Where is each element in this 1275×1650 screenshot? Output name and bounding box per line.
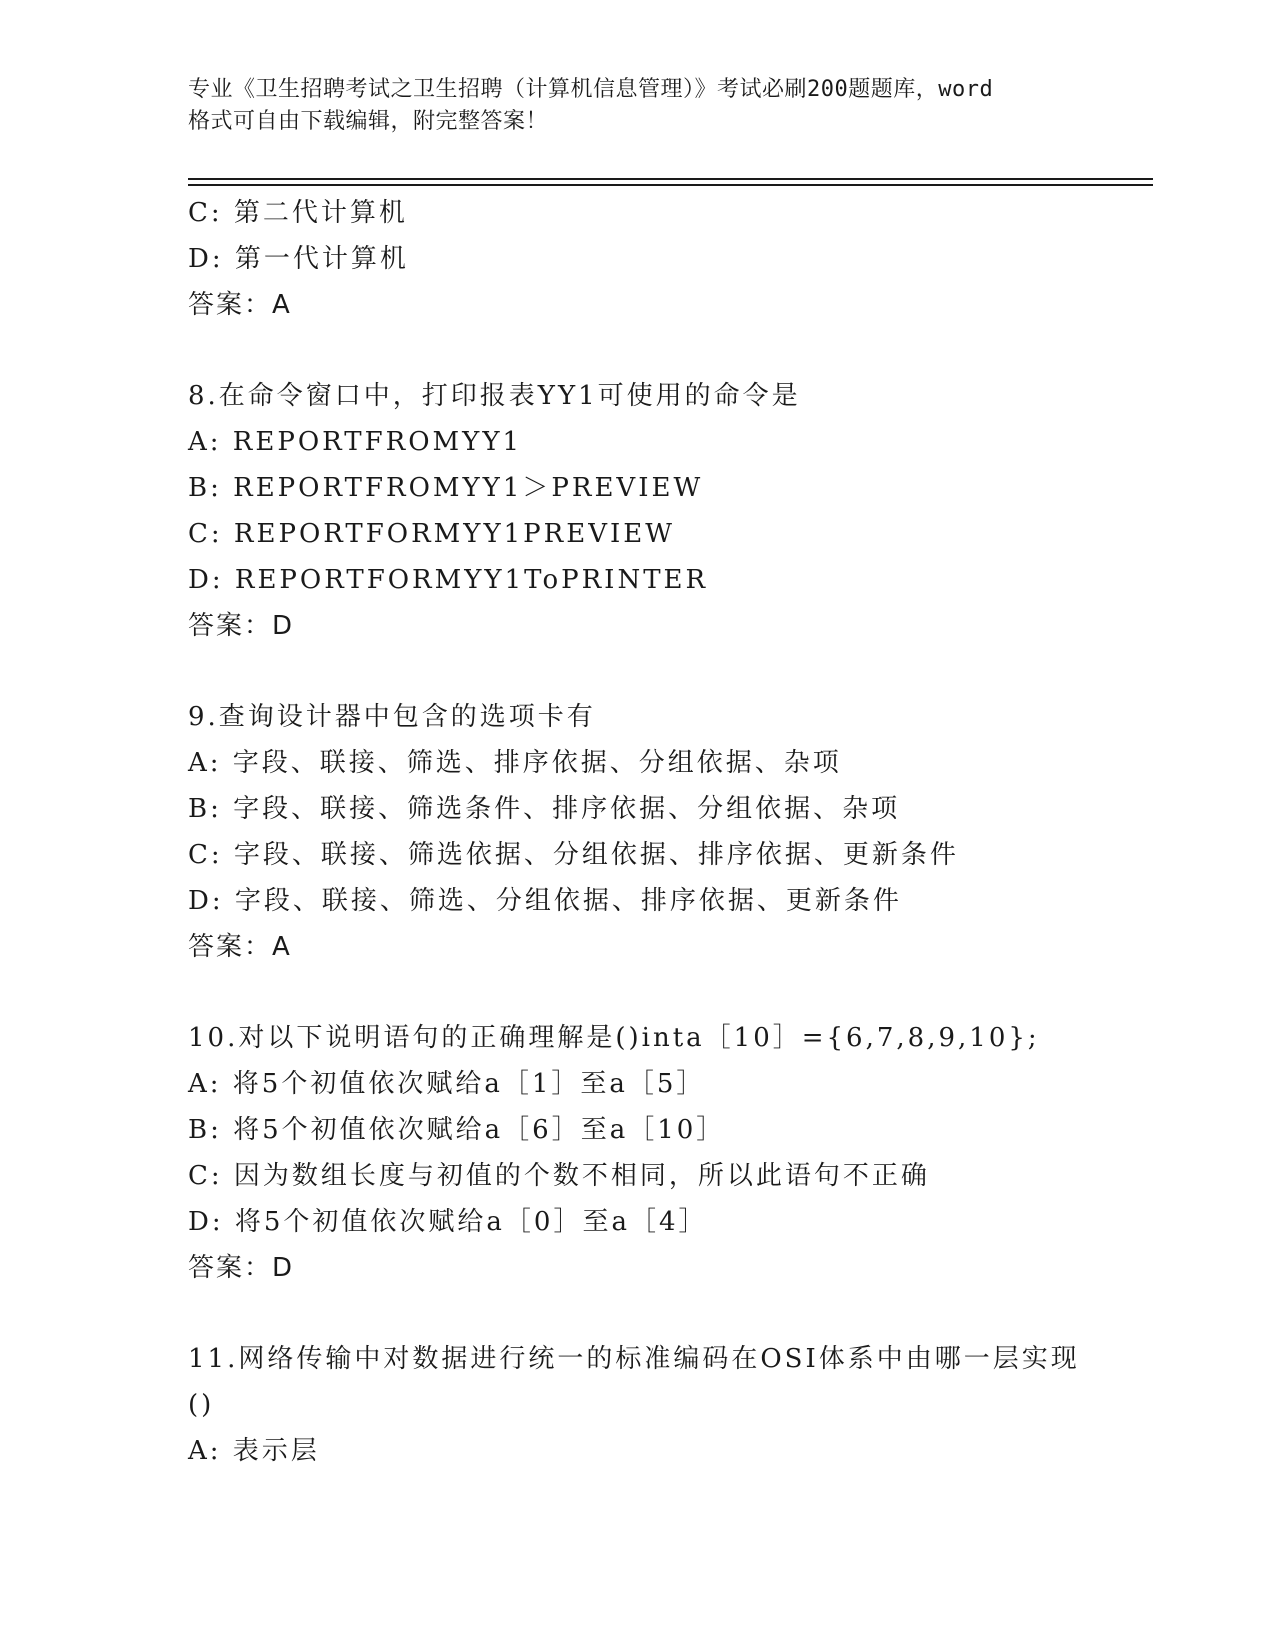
answer-option: D: REPORTFORMYY1ToPRINTER xyxy=(188,565,709,595)
question-block xyxy=(188,1336,1148,1474)
answer-option: A: 将5个初值依次赋给a［1］至a［5］ xyxy=(188,1069,706,1099)
block-spacer xyxy=(188,649,1148,694)
correct-answer: 答案：A xyxy=(188,932,292,962)
document-header xyxy=(188,74,1088,138)
question-block xyxy=(188,190,1148,328)
answer-option: C: 第二代计算机 xyxy=(188,198,408,228)
answer-option: C: 因为数组长度与初值的个数不相同，所以此语句不正确 xyxy=(188,1161,930,1191)
block-spacer xyxy=(188,1291,1148,1336)
answer-option: A: 字段、联接、筛选、排序依据、分组依据、杂项 xyxy=(188,748,842,778)
answer-option: B: REPORTFROMYY1＞PREVIEW xyxy=(188,473,704,503)
answer-option: C: 字段、联接、筛选依据、分组依据、排序依据、更新条件 xyxy=(188,840,959,870)
answer-option: B: 字段、联接、筛选条件、排序依据、分组依据、杂项 xyxy=(188,794,901,824)
answer-option: D: 将5个初值依次赋给a［0］至a［4］ xyxy=(188,1207,708,1237)
correct-answer: 答案：A xyxy=(188,290,292,320)
correct-answer: 答案：D xyxy=(188,1253,295,1283)
question-block xyxy=(188,1015,1148,1291)
answer-option: A: REPORTFROMYY1 xyxy=(188,427,523,457)
answer-option: D: 第一代计算机 xyxy=(188,244,409,274)
correct-answer: 答案：D xyxy=(188,611,295,641)
question-stem: () xyxy=(188,1390,215,1420)
question-block xyxy=(188,373,1148,649)
block-spacer xyxy=(188,970,1148,1015)
question-stem: 8.在命令窗口中，打印报表YY1可使用的命令是 xyxy=(188,381,801,411)
question-stem: 9.查询设计器中包含的选项卡有 xyxy=(188,702,596,732)
question-stem: 10.对以下说明语句的正确理解是()inta［10］={6,7,8,9,10}; xyxy=(188,1023,1040,1053)
question-list xyxy=(188,190,1148,1474)
answer-option: A: 表示层 xyxy=(188,1436,320,1466)
header-line-1: 专业《卫生招聘考试之卫生招聘（计算机信息管理）》考试必刷200题题库，word xyxy=(188,77,994,102)
header-line-2: 格式可自由下载编辑，附完整答案！ xyxy=(188,109,549,134)
header-rule-top xyxy=(188,178,1153,180)
answer-option: D: 字段、联接、筛选、分组依据、排序依据、更新条件 xyxy=(188,886,902,916)
question-block xyxy=(188,694,1148,970)
header-rule-bottom xyxy=(188,184,1153,186)
answer-option: C: REPORTFORMYY1PREVIEW xyxy=(188,519,675,549)
answer-option: B: 将5个初值依次赋给a［6］至a［10］ xyxy=(188,1115,726,1145)
question-stem: 11.网络传输中对数据进行统一的标准编码在OSI体系中由哪一层实现 xyxy=(188,1344,1080,1374)
block-spacer xyxy=(188,328,1148,373)
